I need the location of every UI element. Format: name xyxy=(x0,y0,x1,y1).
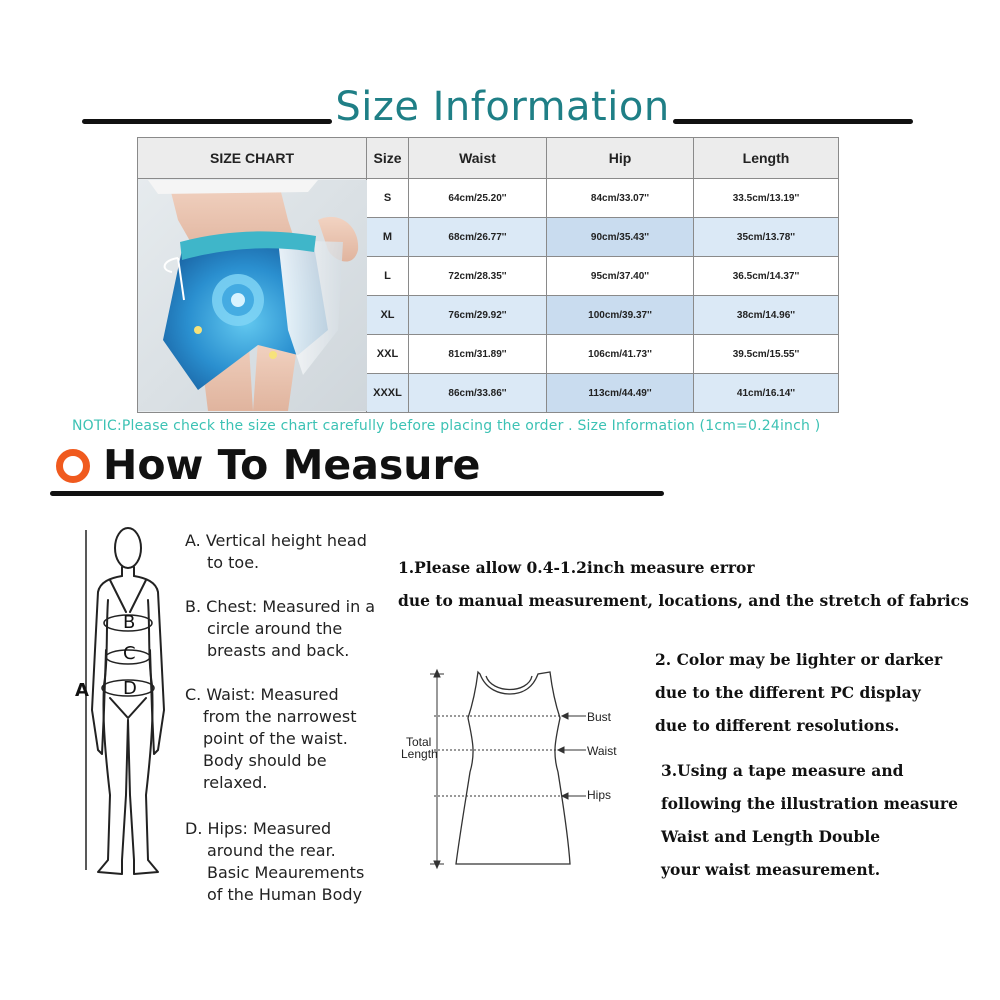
dress-illustration-icon xyxy=(420,668,620,873)
cell-size: L xyxy=(367,257,409,296)
cell-length: 36.5cm/14.37'' xyxy=(694,257,839,296)
cell-length: 33.5cm/13.19'' xyxy=(694,179,839,218)
dress-label-bust: Bust xyxy=(587,710,612,724)
cell-hip: 106cm/41.73'' xyxy=(547,335,694,374)
cell-hip: 95cm/37.40'' xyxy=(547,257,694,296)
cell-size: XXL xyxy=(367,335,409,374)
column-header-waist: Waist xyxy=(409,138,547,179)
cell-size: XL xyxy=(367,296,409,335)
label-waist: C. Waist: Measured from the narrowest point of the waist. Body should be relaxed. xyxy=(185,685,357,792)
cell-hip: 84cm/33.07'' xyxy=(547,179,694,218)
section-rule xyxy=(50,491,664,496)
cell-waist: 86cm/33.86'' xyxy=(409,374,547,413)
cell-length: 39.5cm/15.55'' xyxy=(694,335,839,374)
figure-letter-c: C xyxy=(123,643,136,664)
section-title: How To Measure xyxy=(103,441,481,489)
cell-waist: 72cm/28.35'' xyxy=(409,257,547,296)
page-title: Size Information xyxy=(335,84,670,130)
column-header-length: Length xyxy=(694,138,839,179)
note-2-line-3: due to different resolutions. xyxy=(655,716,900,735)
circle-bullet-icon xyxy=(56,449,90,483)
column-header-size: Size xyxy=(367,138,409,179)
cell-length: 38cm/14.96'' xyxy=(694,296,839,335)
title-rule-left xyxy=(82,119,332,124)
figure-letter-d: D xyxy=(123,678,137,699)
size-notice: NOTIC:Please check the size chart carefully before placing the order . Size Information (1cm=0.24inch ) xyxy=(72,418,821,434)
cell-waist: 81cm/31.89'' xyxy=(409,335,547,374)
dress-label-length: Length xyxy=(401,747,438,761)
cell-hip: 113cm/44.49'' xyxy=(547,374,694,413)
product-photo-cell xyxy=(138,179,367,413)
cell-size: M xyxy=(367,218,409,257)
column-header-hip: Hip xyxy=(547,138,694,179)
note-3-line-2: following the illustration measure xyxy=(661,794,958,813)
title-rule-right xyxy=(673,119,913,124)
cell-waist: 64cm/25.20'' xyxy=(409,179,547,218)
figure-letter-b: B xyxy=(123,612,136,633)
dress-label-waist: Waist xyxy=(587,744,617,758)
dress-label-hips: Hips xyxy=(587,788,612,802)
note-3-line-4: your waist measurement. xyxy=(661,860,881,879)
label-chest: B. Chest: Measured in a circle around the breasts and back. xyxy=(185,597,376,660)
shorts-model-illustration xyxy=(138,180,367,411)
table-header-row xyxy=(138,138,839,179)
note-1-line-2: due to manual measurement, locations, and the stretch of fabrics xyxy=(398,591,969,610)
product-photo xyxy=(138,180,367,411)
body-figure-icon xyxy=(70,520,180,890)
label-vertical-height: A. Vertical height head to toe. xyxy=(185,531,367,572)
cell-hip: 90cm/35.43'' xyxy=(547,218,694,257)
dress-label-total: Total xyxy=(406,735,432,749)
note-2-line-1: 2. Color may be lighter or darker xyxy=(655,650,943,669)
cell-waist: 76cm/29.92'' xyxy=(409,296,547,335)
cell-length: 41cm/16.14'' xyxy=(694,374,839,413)
size-chart-header: SIZE CHART xyxy=(138,138,367,179)
note-3-line-1: 3.Using a tape measure and xyxy=(661,761,904,780)
table-row xyxy=(138,179,839,218)
cell-size: XXXL xyxy=(367,374,409,413)
note-1-line-1: 1.Please allow 0.4-1.2inch measure error xyxy=(398,558,755,577)
size-chart-table xyxy=(137,137,839,413)
cell-waist: 68cm/26.77'' xyxy=(409,218,547,257)
figure-letter-a: A xyxy=(75,680,89,701)
label-hips: D. Hips: Measured around the rear. Basic Meaurements of the Human Body xyxy=(185,819,365,904)
cell-hip: 100cm/39.37'' xyxy=(547,296,694,335)
cell-size: S xyxy=(367,179,409,218)
note-3-line-3: Waist and Length Double xyxy=(661,827,881,846)
cell-length: 35cm/13.78'' xyxy=(694,218,839,257)
note-2-line-2: due to the different PC display xyxy=(655,683,921,702)
